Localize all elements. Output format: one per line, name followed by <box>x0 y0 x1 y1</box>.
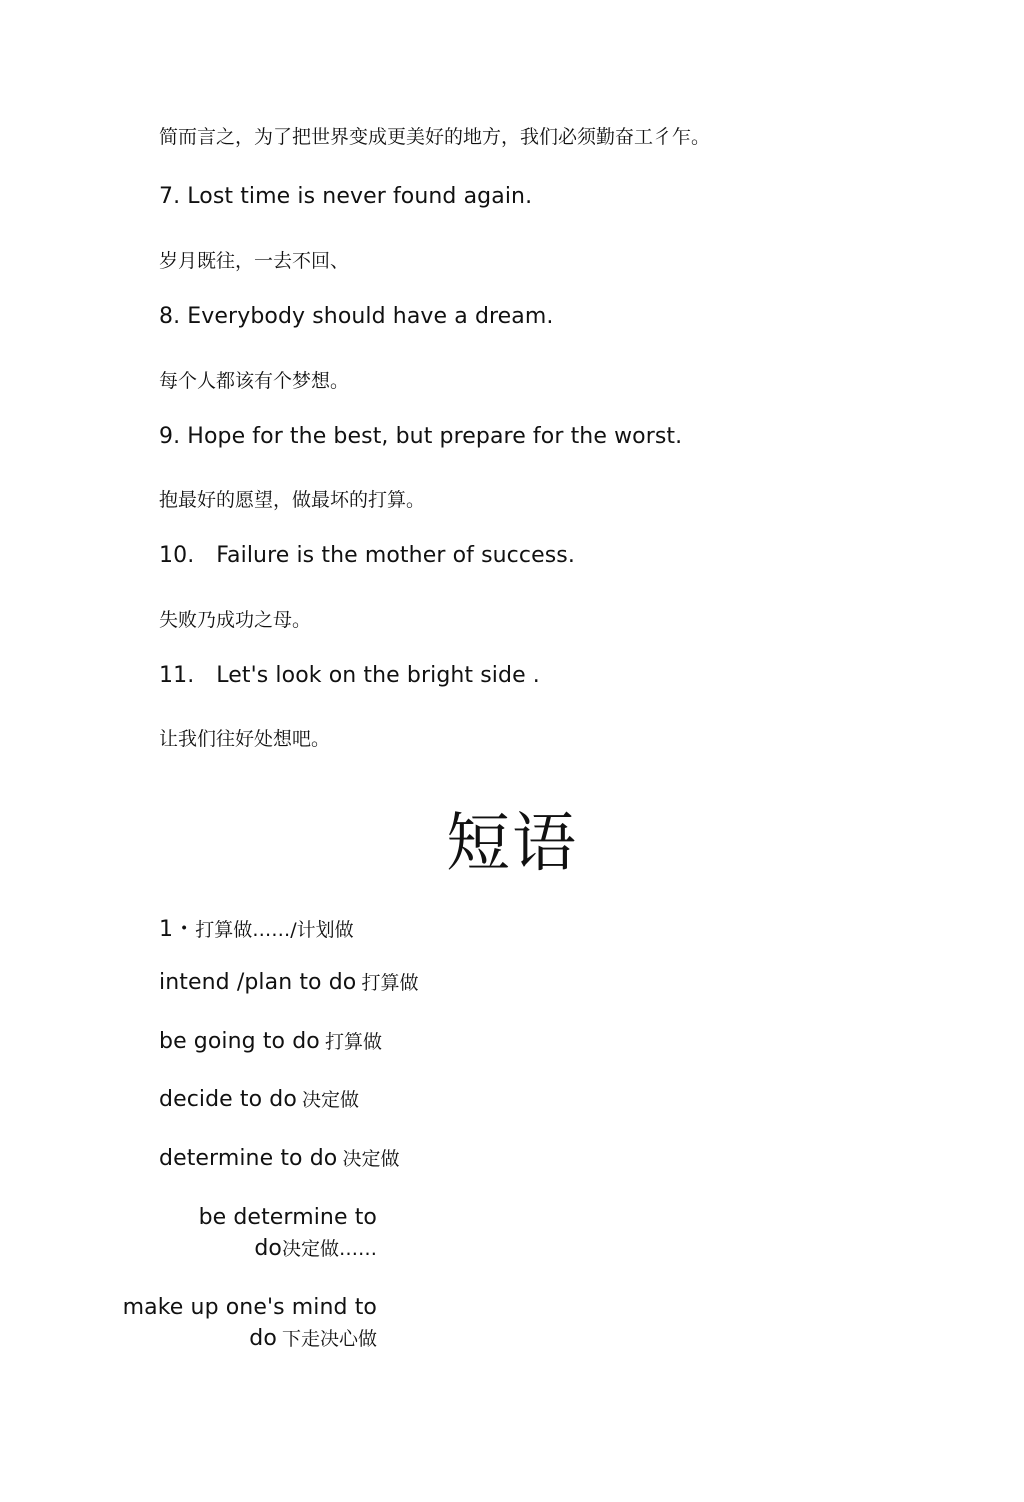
phrase-chinese: 打算做 <box>361 972 419 994</box>
sentence-10 <box>159 543 575 568</box>
phrase-english: be determine to <box>198 1205 377 1230</box>
section-title: 短语 <box>446 807 578 881</box>
phrase-chinese: 打算做 <box>324 1031 382 1053</box>
phrase-english: determine to do <box>159 1146 338 1171</box>
phrase-english: decide to do <box>159 1087 297 1112</box>
phrase-item <box>159 968 418 995</box>
phrase-english: be going to do <box>159 1029 320 1054</box>
sentence-11 <box>159 663 540 688</box>
sentence-8-translation: 每个人都该有个梦想。 <box>159 370 350 392</box>
sentence-text: Everybody should have a dream. <box>187 304 554 329</box>
sentence-number: 9. <box>159 424 181 449</box>
phrase-chinese: 决定做 <box>302 1089 360 1111</box>
phrase-item-wrapped <box>123 1292 377 1355</box>
phrase-chinese: 决定做…… <box>281 1238 377 1260</box>
phrase-item-wrapped <box>199 1202 377 1265</box>
sentence-7 <box>159 184 532 209</box>
phrase-item <box>159 1144 399 1171</box>
phrase-group-number: 1・ <box>159 917 196 942</box>
phrase-english-continued: do <box>249 1326 277 1351</box>
sentence-10-translation: 失败乃成功之母。 <box>159 609 312 631</box>
phrase-english-continued: do <box>254 1236 282 1261</box>
phrase-item <box>159 1085 359 1112</box>
phrase-english: make up one's mind to <box>122 1295 377 1320</box>
phrase-item <box>159 1027 382 1054</box>
phrase-group-heading <box>159 912 354 943</box>
sentence-text: Failure is the mother of success. <box>216 543 575 568</box>
sentence-number: 11. <box>159 663 195 688</box>
sentence-6-translation: 简而言之，为了把世界变成更美好的地方，我们必须勤奋工彳乍。 <box>159 126 711 148</box>
sentence-9 <box>159 424 682 449</box>
phrase-chinese: 下走决心做 <box>281 1328 377 1350</box>
phrase-english: intend /plan to do <box>159 970 357 995</box>
sentence-8 <box>159 304 554 329</box>
sentence-9-translation: 抱最好的愿望，做最坏的打算。 <box>159 489 426 511</box>
sentence-text: Let's look on the bright side . <box>216 663 540 688</box>
sentence-number: 10. <box>159 543 195 568</box>
phrase-group-text: 打算做……/计划做 <box>195 919 354 941</box>
sentence-text: Lost time is never found again. <box>187 184 533 209</box>
sentence-11-translation: 让我们往好处想吧。 <box>159 728 331 750</box>
sentence-7-translation: 岁月既往，一去不回、 <box>159 250 350 272</box>
sentence-number: 8. <box>159 304 181 329</box>
sentence-number: 7. <box>159 184 181 209</box>
phrase-chinese: 决定做 <box>342 1148 400 1170</box>
sentence-text: Hope for the best, but prepare for the worst. <box>187 424 683 449</box>
